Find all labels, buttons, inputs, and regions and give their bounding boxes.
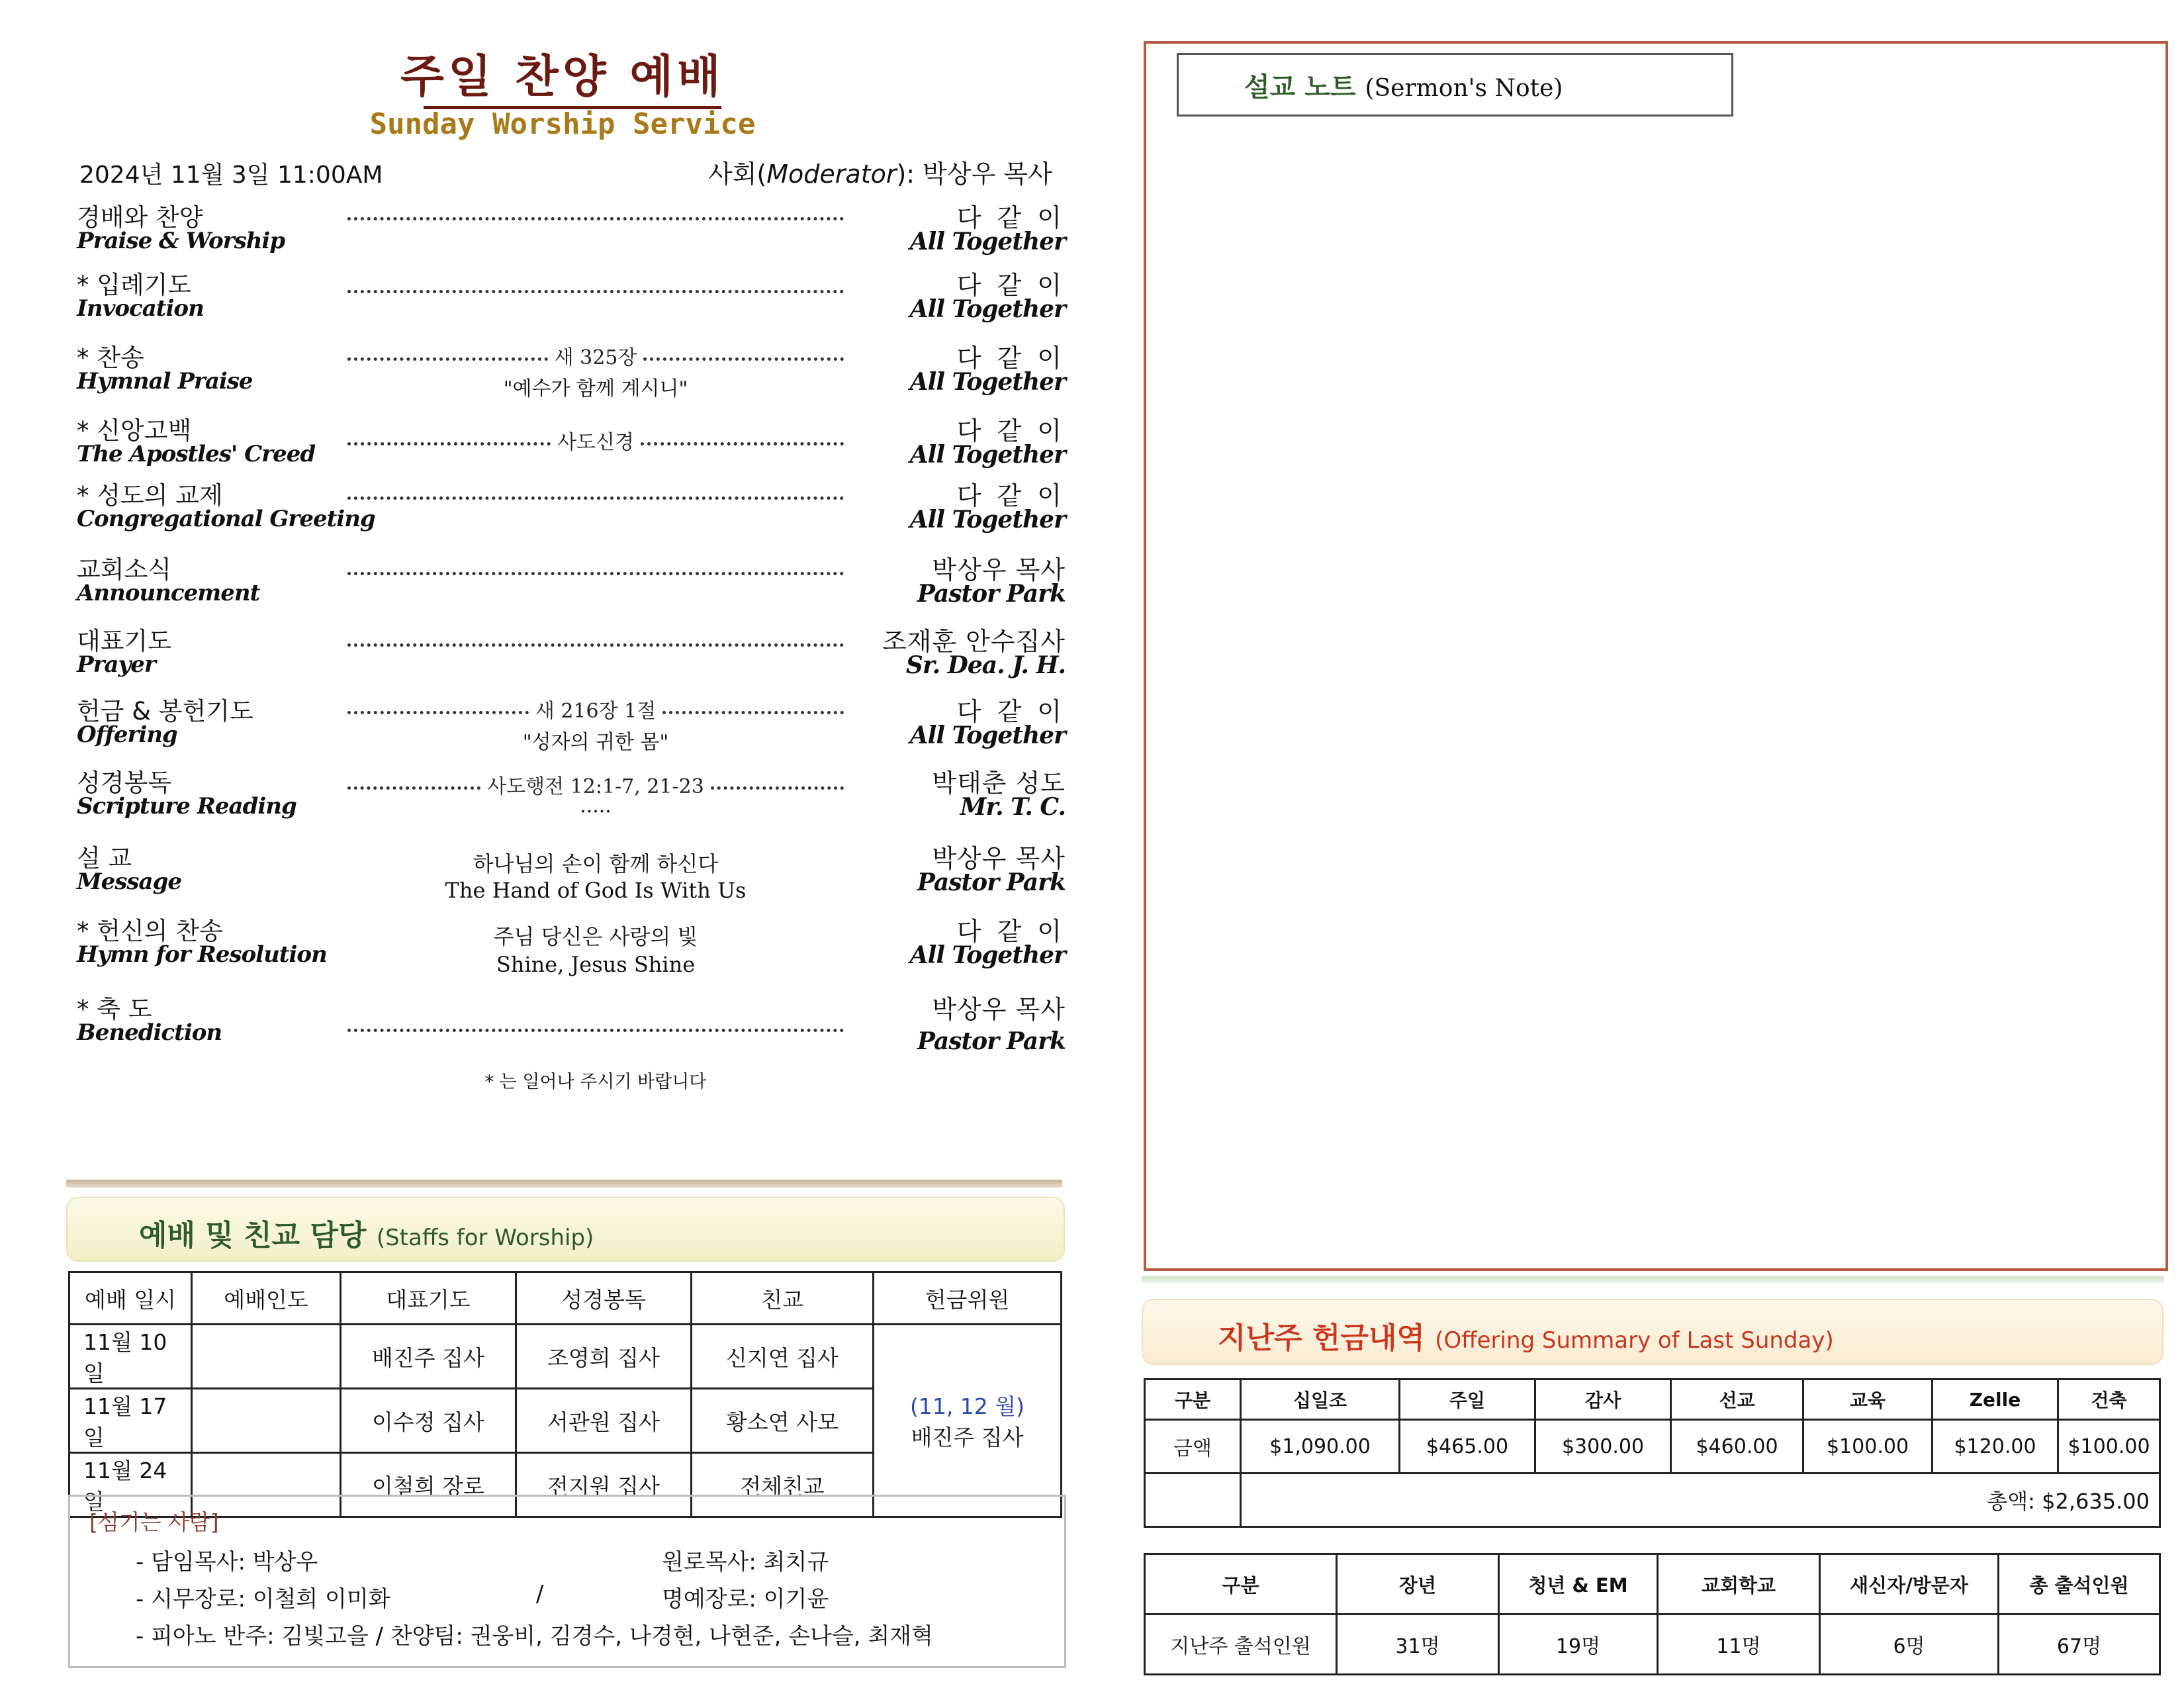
order-item-resolution <box>0 911 1125 977</box>
table-cell: $465.00 <box>1400 1420 1535 1474</box>
order-resp: 박상우 목사 <box>932 555 1066 585</box>
order-resp-en: All Together <box>909 506 1066 534</box>
table-header: 건축 <box>2058 1380 2160 1420</box>
table-cell: 지난주 출석인원 <box>1145 1615 1337 1675</box>
table-cell <box>192 1325 341 1389</box>
table-header: 새신자/방문자 <box>1820 1554 1999 1615</box>
table-cell: $300.00 <box>1535 1420 1671 1474</box>
moderator-label: 사회( <box>708 160 767 189</box>
order-resp: 다 같 이 <box>956 203 1066 232</box>
servants-title: [섬기는 사람] <box>89 1509 219 1535</box>
committee-months: (11, 12 월) <box>909 1393 1025 1419</box>
table-cell: 이철희 장로 <box>341 1453 516 1517</box>
table-cell: 11월 17일 <box>69 1389 192 1453</box>
order-item-greeting <box>0 475 1125 541</box>
order-ko: 경배와 찬양 <box>77 203 203 232</box>
order-item-message <box>0 838 1125 904</box>
table-cell: 전체친교 <box>692 1453 874 1517</box>
order-mid2: "예수가 함께 계시니" <box>503 377 688 400</box>
offering-total: 총액: $2,635.00 <box>1241 1474 2160 1527</box>
bulletin-title: 주일 찬양 예배 <box>400 51 725 103</box>
moderator <box>708 154 1052 190</box>
order-resp-en: All Together <box>909 722 1066 749</box>
order-item-offering <box>0 691 1125 757</box>
order-resp-en: Pastor Park <box>917 580 1066 608</box>
order-resp-en: All Together <box>909 295 1066 323</box>
order-item-hymn <box>0 338 1125 404</box>
offering-section-title <box>1218 1314 1834 1356</box>
dotted-leader <box>347 204 844 226</box>
dotted-leader <box>347 698 844 720</box>
order-mid2: ..... <box>580 794 612 818</box>
table-row <box>69 1325 1062 1389</box>
order-resp: 다 같 이 <box>956 416 1066 445</box>
table-header: 대표기도 <box>341 1272 516 1325</box>
order-en: Invocation <box>77 295 204 322</box>
table-cell: 신지연 집사 <box>692 1325 874 1389</box>
table-header: 교회학교 <box>1658 1554 1820 1615</box>
order-mid: 새 216장 1절 <box>535 700 657 720</box>
order-resp-en: Mr. T. C. <box>960 793 1066 821</box>
table-cell: 11월 24일 <box>69 1453 192 1517</box>
order-resp: 다 같 이 <box>956 697 1066 726</box>
staff-table <box>68 1271 1062 1518</box>
sermon-note-title-en: (Sermon's Note) <box>1365 75 1563 102</box>
table-header: 교육 <box>1803 1380 1933 1420</box>
order-en: Congregational Greeting <box>77 506 375 532</box>
moderator-en: Moderator <box>766 160 897 189</box>
stand-note: * 는 일어나 주시기 바랍니다 <box>484 1072 707 1092</box>
table-header: 선교 <box>1671 1380 1803 1420</box>
table-cell: 전지원 집사 <box>516 1453 692 1517</box>
order-en: Hymn for Resolution <box>77 941 327 968</box>
order-en: Scripture Reading <box>77 793 296 820</box>
dotted-leader <box>347 429 844 451</box>
table-cell: 6명 <box>1820 1615 1999 1675</box>
order-ko: 설 교 <box>77 844 132 872</box>
offering-title-en: (Offering Summary of Last Sunday) <box>1435 1327 1834 1354</box>
order-en: Hymnal Praise <box>77 368 253 395</box>
order-ko: 대표기도 <box>77 627 171 655</box>
dotted-leader <box>347 630 844 653</box>
order-resp: 박상우 목사 <box>932 995 1066 1024</box>
table-header: 청년 & EM <box>1499 1554 1658 1615</box>
dotted-leader <box>347 277 844 299</box>
order-mid: 사도신경 <box>557 431 634 451</box>
order-en: The Apostles' Creed <box>77 441 316 467</box>
order-resp-en: Sr. Dea. J. H. <box>905 651 1066 679</box>
order-ko: * 찬송 <box>77 344 144 372</box>
resolution-song-en: Shine, Jesus Shine <box>496 952 696 977</box>
order-resp: 조재훈 안수집사 <box>882 627 1066 656</box>
table-cell: 배진주 집사 <box>341 1325 516 1389</box>
section-divider <box>1142 1276 2164 1283</box>
order-resp-en: All Together <box>909 441 1066 469</box>
offering-table <box>1144 1378 2161 1528</box>
dotted-leader <box>347 344 844 367</box>
order-mid2: "성자의 귀한 몸" <box>522 731 669 754</box>
order-ko: * 입례기도 <box>77 271 192 299</box>
table-cell <box>192 1389 341 1453</box>
order-resp-en: Pastor Park <box>917 1027 1066 1055</box>
table-cell: 11명 <box>1658 1615 1820 1675</box>
honorary-elder: 명예장로: 이기윤 <box>662 1586 829 1613</box>
order-ko: * 신앙고백 <box>77 416 192 445</box>
order-resp-en: All Together <box>909 941 1066 969</box>
order-mid: 사도행전 12:1-7, 21-23 <box>487 775 704 796</box>
order-ko: * 성도의 교제 <box>77 481 223 510</box>
senior-pastor: - 담임목사: 박상우 <box>136 1549 318 1575</box>
order-item-praise <box>0 197 1125 263</box>
table-header: 주일 <box>1400 1380 1535 1420</box>
table-header: 장년 <box>1337 1554 1499 1615</box>
order-resp-en: All Together <box>909 368 1066 396</box>
table-row <box>1145 1615 2160 1675</box>
sermon-note-title-ko: 설교 노트 <box>1244 72 1356 103</box>
table-header-row <box>1145 1554 2160 1615</box>
table-row <box>1145 1474 2160 1527</box>
emeritus-pastor: 원로목사: 최치규 <box>662 1549 829 1575</box>
order-resp-en: All Together <box>909 228 1066 256</box>
table-header: 예배인도 <box>192 1272 341 1325</box>
offering-committee-cell <box>874 1325 1062 1517</box>
table-header: 구분 <box>1145 1380 1241 1420</box>
order-en: Offering <box>77 722 177 748</box>
order-resp: 박상우 목사 <box>932 844 1066 873</box>
order-resp-en: Pastor Park <box>917 868 1066 896</box>
table-header-row <box>69 1272 1062 1325</box>
table-cell: 19명 <box>1499 1615 1658 1675</box>
table-cell: 황소연 사모 <box>692 1389 874 1453</box>
staff-title-ko: 예배 및 친교 담당 <box>139 1219 367 1252</box>
table-cell: 11월 10일 <box>69 1325 192 1389</box>
committee-name: 배진주 집사 <box>911 1425 1024 1450</box>
table-header: 친교 <box>692 1272 874 1325</box>
order-en: Prayer <box>77 651 156 678</box>
staff-title-en: (Staffs for Worship) <box>376 1225 594 1251</box>
order-ko: 성경봉독 <box>77 769 171 797</box>
table-cell: $100.00 <box>1803 1420 1933 1474</box>
order-ko: * 헌신의 찬송 <box>77 917 223 945</box>
table-cell: 31명 <box>1337 1615 1499 1675</box>
table-cell: 금액 <box>1145 1420 1241 1474</box>
dotted-leader <box>347 773 844 796</box>
order-ko: * 축 도 <box>77 995 152 1023</box>
order-en: Praise & Worship <box>77 228 285 254</box>
table-header: 감사 <box>1535 1380 1671 1420</box>
staff-section-title <box>139 1211 594 1254</box>
order-item-scripture <box>0 763 1125 829</box>
dotted-leader <box>347 483 844 506</box>
order-item-announcement <box>0 549 1125 616</box>
elders-slash: / <box>536 1581 544 1607</box>
table-cell: 이수정 집사 <box>341 1389 516 1453</box>
table-header: 총 출석인원 <box>1999 1554 2160 1615</box>
table-cell: 조영희 집사 <box>516 1325 692 1389</box>
order-item-invocation <box>0 265 1125 331</box>
table-header: 성경봉독 <box>516 1272 692 1325</box>
order-item-benediction <box>0 989 1125 1055</box>
table-cell: $460.00 <box>1671 1420 1803 1474</box>
bulletin-subtitle: Sunday Worship Service <box>369 107 756 141</box>
offering-title-ko: 지난주 헌금내역 <box>1218 1321 1425 1355</box>
table-cell: $100.00 <box>2058 1420 2160 1474</box>
table-cell: 67명 <box>1999 1615 2160 1675</box>
dotted-leader <box>347 1015 844 1038</box>
order-ko: 헌금 & 봉헌기도 <box>77 697 253 726</box>
table-header: 예배 일시 <box>69 1272 192 1325</box>
table-cell: 서관원 집사 <box>516 1389 692 1453</box>
order-en: Message <box>77 868 181 895</box>
sermon-title-ko: 하나님의 손이 함께 하신다 <box>473 851 719 876</box>
table-header: 구분 <box>1145 1554 1337 1615</box>
order-resp: 다 같 이 <box>956 481 1066 510</box>
table-header: 헌금위원 <box>874 1272 1062 1325</box>
table-header: 십일조 <box>1241 1380 1400 1420</box>
table-header: Zelle <box>1933 1380 2058 1420</box>
sermon-note-area <box>1144 41 2168 1271</box>
music-team: - 피아노 반주: 김빛고을 / 찬양팀: 권웅비, 김경수, 나경현, 나현준, 손나슬, 최재혁 <box>136 1623 933 1650</box>
sermon-title-en: The Hand of God Is With Us <box>445 878 747 903</box>
order-resp: 박태춘 성도 <box>932 769 1066 798</box>
table-row <box>1145 1420 2160 1474</box>
table-cell: $120.00 <box>1933 1420 2058 1474</box>
order-en: Benediction <box>77 1019 222 1046</box>
service-date: 2024년 11월 3일 11:00AM <box>79 162 383 189</box>
order-mid: 새 325장 <box>554 346 637 367</box>
moderator-name: ): 박상우 목사 <box>896 160 1052 189</box>
order-item-prayer <box>0 621 1125 687</box>
order-ko: 교회소식 <box>77 555 171 584</box>
order-item-creed <box>0 410 1125 477</box>
dotted-leader <box>347 559 844 581</box>
section-divider <box>66 1180 1062 1188</box>
attendance-table <box>1144 1553 2161 1675</box>
sermon-note-title <box>1244 66 1563 104</box>
table-cell <box>1145 1474 1241 1527</box>
table-cell: $1,090.00 <box>1241 1420 1400 1474</box>
order-en: Announcement <box>77 580 260 606</box>
order-resp: 다 같 이 <box>956 917 1066 946</box>
table-header-row <box>1145 1380 2160 1420</box>
resolution-song-ko: 주님 당신은 사랑의 빛 <box>493 924 698 949</box>
elders: - 시무장로: 이철희 이미화 <box>136 1586 390 1613</box>
order-resp: 다 같 이 <box>956 271 1066 300</box>
order-resp: 다 같 이 <box>956 344 1066 373</box>
